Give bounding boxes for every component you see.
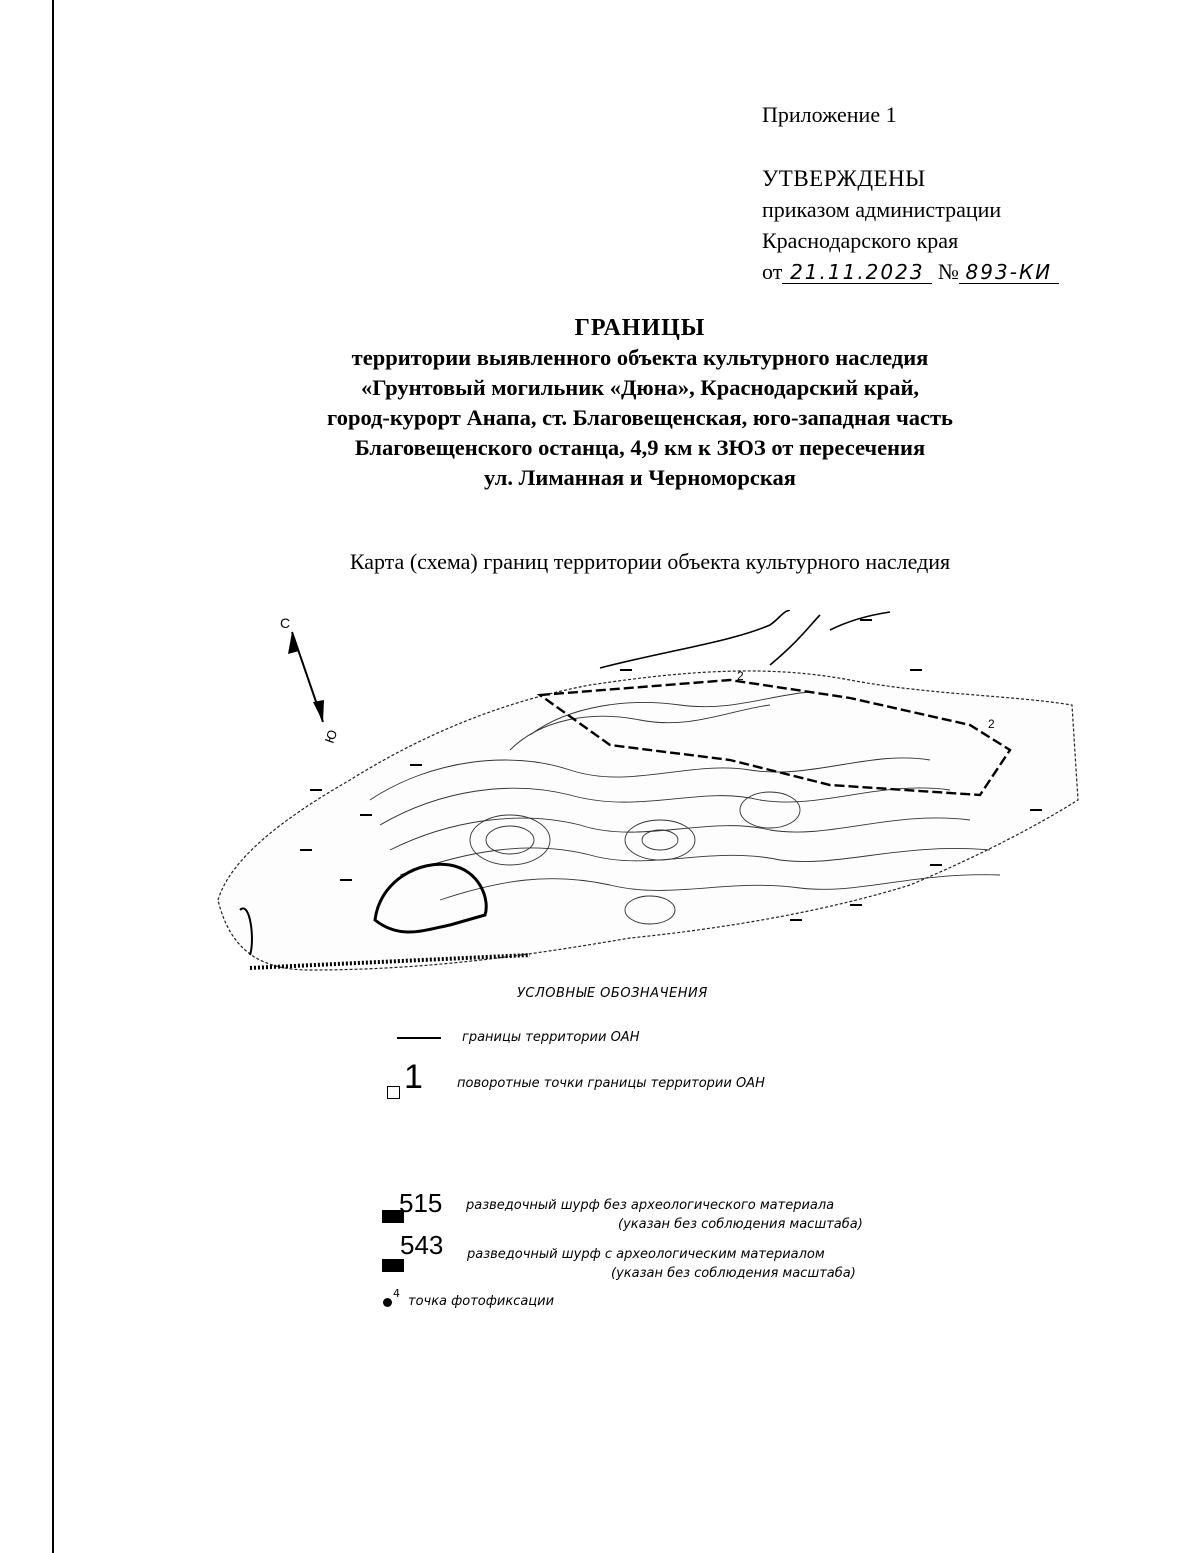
legend-photo: точка фотофиксации bbox=[408, 1294, 555, 1309]
point-label-2a: 2 bbox=[737, 669, 744, 683]
title-line-4: Благовещенского останца, 4,9 км к ЗЮЗ от пересечения bbox=[354, 435, 926, 460]
date-prefix: от bbox=[762, 259, 783, 284]
handwritten-date: 21.11.2023 bbox=[782, 261, 932, 284]
south-label: Ю bbox=[321, 727, 341, 746]
boundary-line-symbol bbox=[397, 1037, 441, 1039]
approved-heading: УТВЕРЖДЕНЫ bbox=[762, 166, 926, 191]
legend-pit1-number: 515 bbox=[399, 1188, 443, 1218]
legend-title: УСЛОВНЫЕ ОБОЗНАЧЕНИЯ bbox=[517, 986, 708, 1001]
handwritten-number: 893-КИ bbox=[959, 261, 1059, 284]
roads bbox=[600, 610, 890, 668]
order-line-2: Краснодарского края bbox=[762, 228, 959, 253]
legend-turn-point-number: 1 bbox=[404, 1058, 423, 1096]
legend-boundary: границы территории ОАН bbox=[462, 1030, 640, 1045]
left-margin-line bbox=[52, 0, 54, 1553]
legend-photo-number: 4 bbox=[393, 1287, 400, 1300]
number-prefix: № bbox=[937, 259, 959, 284]
appendix-label: Приложение 1 bbox=[762, 102, 897, 127]
boundary-map bbox=[210, 610, 1080, 980]
legend-turn-point: поворотные точки границы территории ОАН bbox=[457, 1076, 765, 1091]
document-title bbox=[230, 313, 1050, 493]
legend-pit2-number: 543 bbox=[400, 1230, 444, 1260]
title-line-2: «Грунтовый могильник «Дюна», Краснодарский край, bbox=[360, 375, 920, 400]
title-line-1: территории выявленного объекта культурного наследия bbox=[351, 345, 929, 370]
title-main: ГРАНИЦЫ bbox=[574, 315, 706, 341]
legend-pit1-line1: разведочный шурф без археологического материала bbox=[466, 1198, 835, 1213]
order-date-line bbox=[762, 256, 1059, 287]
turn-point-icon bbox=[387, 1086, 400, 1099]
north-arrow-icon bbox=[280, 615, 340, 745]
legend-pit1-line2: (указан без соблюдения масштаба) bbox=[618, 1217, 863, 1232]
photo-point-icon bbox=[383, 1298, 392, 1307]
title-line-3: город-курорт Анапа, ст. Благовещенская, юго-западная часть bbox=[327, 405, 953, 430]
point-label-2b: 2 bbox=[988, 717, 995, 731]
approval-block bbox=[762, 163, 1059, 287]
title-line-5: ул. Лиманная и Черноморская bbox=[484, 465, 796, 490]
map-terrain bbox=[218, 671, 1078, 970]
north-label: С bbox=[280, 615, 291, 631]
map-caption: Карта (схема) границ территории объекта культурного наследия bbox=[349, 549, 951, 574]
order-line-1: приказом администрации bbox=[762, 197, 1002, 222]
legend-pit2-line1: разведочный шурф с археологическим материалом bbox=[467, 1247, 825, 1262]
legend-pit2-line2: (указан без соблюдения масштаба) bbox=[611, 1266, 856, 1281]
